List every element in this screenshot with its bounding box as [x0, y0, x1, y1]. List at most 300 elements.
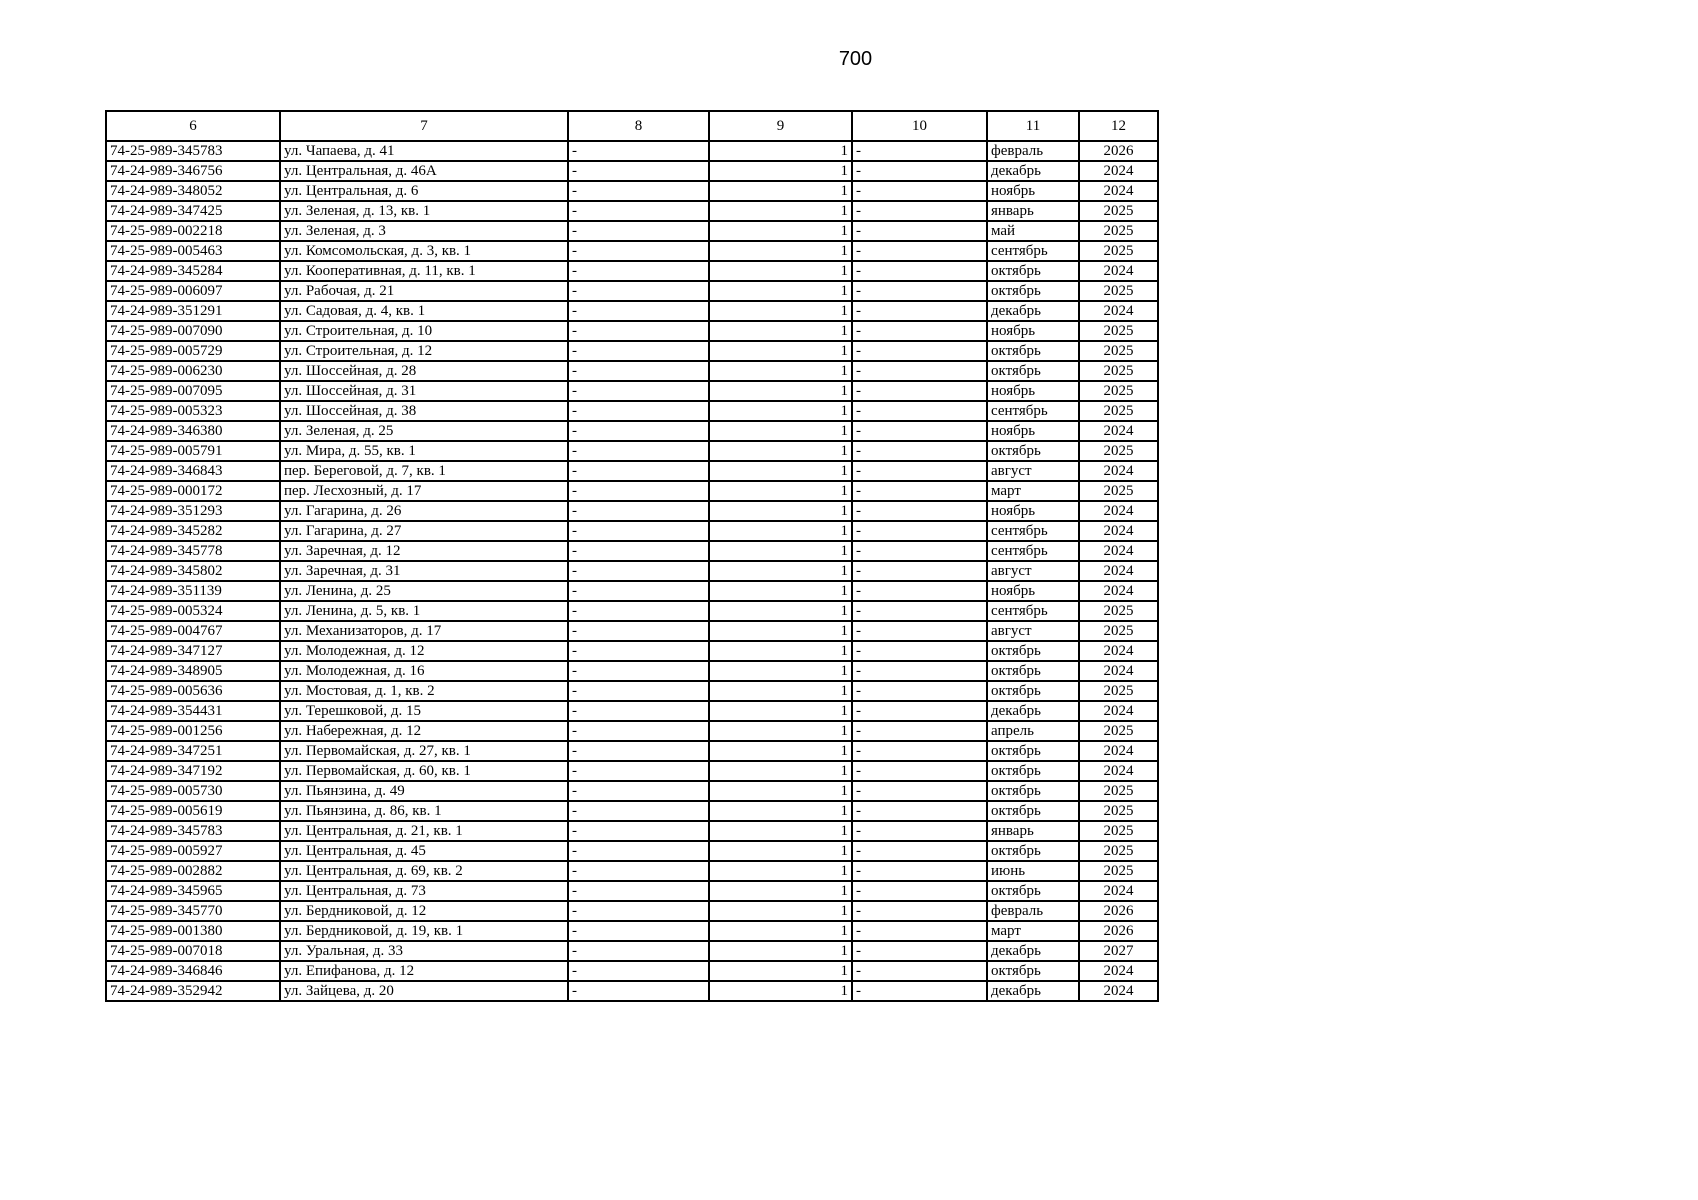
month-cell: октябрь: [987, 261, 1079, 281]
cadastral-number-cell: 74-24-989-347251: [106, 741, 280, 761]
month-cell: октябрь: [987, 801, 1079, 821]
col-9-value-cell: 1: [709, 201, 852, 221]
table-row: [106, 581, 1158, 601]
table-row: [106, 621, 1158, 641]
cadastral-number-cell: 74-24-989-352942: [106, 981, 280, 1001]
month-cell: апрель: [987, 721, 1079, 741]
cadastral-number-cell: 74-25-989-007095: [106, 381, 280, 401]
col-10-value-cell: -: [852, 341, 987, 361]
col-9-value-cell: 1: [709, 481, 852, 501]
month-cell: декабрь: [987, 301, 1079, 321]
col-8-value-cell: -: [568, 381, 709, 401]
cadastral-number-cell: 74-24-989-345783: [106, 821, 280, 841]
year-cell: 2025: [1079, 321, 1158, 341]
month-cell: январь: [987, 201, 1079, 221]
table-row: [106, 821, 1158, 841]
col-9-value-cell: 1: [709, 681, 852, 701]
table-row: [106, 861, 1158, 881]
table-row: [106, 161, 1158, 181]
table-header: [106, 111, 1158, 141]
col-10-value-cell: -: [852, 781, 987, 801]
address-cell: ул. Садовая, д. 4, кв. 1: [280, 301, 568, 321]
col-10-value-cell: -: [852, 861, 987, 881]
col-8-value-cell: -: [568, 621, 709, 641]
col-8-value-cell: -: [568, 861, 709, 881]
col-10-value-cell: -: [852, 241, 987, 261]
col-10-value-cell: -: [852, 561, 987, 581]
col-10-value-cell: -: [852, 661, 987, 681]
col-10-value-cell: -: [852, 181, 987, 201]
cadastral-number-cell: 74-24-989-345284: [106, 261, 280, 281]
table-row: [106, 781, 1158, 801]
month-cell: август: [987, 621, 1079, 641]
table-row: [106, 461, 1158, 481]
col-8-value-cell: -: [568, 241, 709, 261]
year-cell: 2025: [1079, 801, 1158, 821]
col-8-value-cell: -: [568, 201, 709, 221]
year-cell: 2025: [1079, 361, 1158, 381]
table-row: [106, 701, 1158, 721]
address-cell: ул. Ленина, д. 5, кв. 1: [280, 601, 568, 621]
cadastral-number-cell: 74-24-989-346846: [106, 961, 280, 981]
table-row: [106, 481, 1158, 501]
table-row: [106, 281, 1158, 301]
year-cell: 2024: [1079, 521, 1158, 541]
month-cell: октябрь: [987, 361, 1079, 381]
col-10-value-cell: -: [852, 281, 987, 301]
year-cell: 2025: [1079, 861, 1158, 881]
month-cell: октябрь: [987, 441, 1079, 461]
col-8-value-cell: -: [568, 881, 709, 901]
col-10-value-cell: -: [852, 421, 987, 441]
month-cell: октябрь: [987, 341, 1079, 361]
address-cell: ул. Комсомольская, д. 3, кв. 1: [280, 241, 568, 261]
col-9-value-cell: 1: [709, 781, 852, 801]
month-cell: ноябрь: [987, 581, 1079, 601]
col-8-value-cell: -: [568, 161, 709, 181]
cadastral-number-cell: 74-24-989-347425: [106, 201, 280, 221]
cadastral-number-cell: 74-25-989-004767: [106, 621, 280, 641]
address-cell: ул. Гагарина, д. 26: [280, 501, 568, 521]
month-cell: ноябрь: [987, 501, 1079, 521]
col-10-value-cell: -: [852, 401, 987, 421]
table-row: [106, 501, 1158, 521]
year-cell: 2025: [1079, 401, 1158, 421]
month-cell: март: [987, 481, 1079, 501]
month-cell: ноябрь: [987, 321, 1079, 341]
col-9-value-cell: 1: [709, 401, 852, 421]
cadastral-number-cell: 74-24-989-346756: [106, 161, 280, 181]
month-cell: октябрь: [987, 841, 1079, 861]
table-row: [106, 321, 1158, 341]
address-cell: ул. Мира, д. 55, кв. 1: [280, 441, 568, 461]
month-cell: декабрь: [987, 941, 1079, 961]
table-row: [106, 261, 1158, 281]
col-9-value-cell: 1: [709, 521, 852, 541]
col-10-value-cell: -: [852, 461, 987, 481]
address-cell: ул. Центральная, д. 21, кв. 1: [280, 821, 568, 841]
address-cell: ул. Центральная, д. 6: [280, 181, 568, 201]
col-10-value-cell: -: [852, 981, 987, 1001]
col-10-value-cell: -: [852, 161, 987, 181]
year-cell: 2027: [1079, 941, 1158, 961]
col-10-value-cell: -: [852, 201, 987, 221]
cadastral-number-cell: 74-24-989-345965: [106, 881, 280, 901]
col-8-value-cell: -: [568, 641, 709, 661]
col-9-value-cell: 1: [709, 901, 852, 921]
col-9-value-cell: 1: [709, 821, 852, 841]
table-row: [106, 981, 1158, 1001]
year-cell: 2024: [1079, 461, 1158, 481]
col-10-value-cell: -: [852, 441, 987, 461]
col-9-value-cell: 1: [709, 961, 852, 981]
col-10-value-cell: -: [852, 501, 987, 521]
cadastral-number-cell: 74-25-989-007018: [106, 941, 280, 961]
col-9-value-cell: 1: [709, 581, 852, 601]
col-8-value-cell: -: [568, 221, 709, 241]
col-9-value-cell: 1: [709, 421, 852, 441]
col-10-value-cell: -: [852, 901, 987, 921]
col-9-value-cell: 1: [709, 341, 852, 361]
col-10-value-cell: -: [852, 601, 987, 621]
address-cell: ул. Шоссейная, д. 28: [280, 361, 568, 381]
col-9-value-cell: 1: [709, 701, 852, 721]
col-8-value-cell: -: [568, 321, 709, 341]
col-9-value-cell: 1: [709, 841, 852, 861]
col-9-value-cell: 1: [709, 981, 852, 1001]
col-8-value-cell: -: [568, 721, 709, 741]
col-10-value-cell: -: [852, 581, 987, 601]
col-9-value-cell: 1: [709, 741, 852, 761]
col-8-value-cell: -: [568, 361, 709, 381]
cadastral-number-cell: 74-24-989-347127: [106, 641, 280, 661]
address-cell: ул. Первомайская, д. 27, кв. 1: [280, 741, 568, 761]
year-cell: 2024: [1079, 261, 1158, 281]
cadastral-number-cell: 74-25-989-002218: [106, 221, 280, 241]
year-cell: 2025: [1079, 221, 1158, 241]
column-header-8: 8: [568, 111, 709, 141]
address-cell: ул. Чапаева, д. 41: [280, 141, 568, 161]
month-cell: февраль: [987, 141, 1079, 161]
table-body: [106, 141, 1158, 1001]
month-cell: ноябрь: [987, 421, 1079, 441]
month-cell: сентябрь: [987, 401, 1079, 421]
address-cell: ул. Строительная, д. 12: [280, 341, 568, 361]
col-10-value-cell: -: [852, 941, 987, 961]
col-10-value-cell: -: [852, 801, 987, 821]
address-cell: ул. Строительная, д. 10: [280, 321, 568, 341]
table-row: [106, 761, 1158, 781]
col-10-value-cell: -: [852, 301, 987, 321]
col-10-value-cell: -: [852, 221, 987, 241]
year-cell: 2024: [1079, 741, 1158, 761]
col-9-value-cell: 1: [709, 241, 852, 261]
col-10-value-cell: -: [852, 361, 987, 381]
table-row: [106, 561, 1158, 581]
year-cell: 2024: [1079, 981, 1158, 1001]
month-cell: декабрь: [987, 161, 1079, 181]
year-cell: 2025: [1079, 781, 1158, 801]
col-10-value-cell: -: [852, 541, 987, 561]
col-10-value-cell: -: [852, 821, 987, 841]
cadastral-number-cell: 74-24-989-348905: [106, 661, 280, 681]
cadastral-number-cell: 74-25-989-005636: [106, 681, 280, 701]
year-cell: 2025: [1079, 281, 1158, 301]
table-row: [106, 681, 1158, 701]
table-row: [106, 601, 1158, 621]
year-cell: 2025: [1079, 821, 1158, 841]
col-9-value-cell: 1: [709, 221, 852, 241]
address-cell: ул. Рабочая, д. 21: [280, 281, 568, 301]
table-row: [106, 361, 1158, 381]
col-8-value-cell: -: [568, 441, 709, 461]
address-cell: ул. Мостовая, д. 1, кв. 2: [280, 681, 568, 701]
year-cell: 2024: [1079, 501, 1158, 521]
year-cell: 2025: [1079, 441, 1158, 461]
cadastral-number-cell: 74-25-989-001380: [106, 921, 280, 941]
year-cell: 2024: [1079, 541, 1158, 561]
address-cell: ул. Ленина, д. 25: [280, 581, 568, 601]
cadastral-number-cell: 74-25-989-002882: [106, 861, 280, 881]
table-row: [106, 961, 1158, 981]
month-cell: октябрь: [987, 761, 1079, 781]
col-8-value-cell: -: [568, 761, 709, 781]
col-10-value-cell: -: [852, 881, 987, 901]
table-row: [106, 841, 1158, 861]
col-9-value-cell: 1: [709, 721, 852, 741]
table-row: [106, 801, 1158, 821]
year-cell: 2024: [1079, 881, 1158, 901]
col-8-value-cell: -: [568, 921, 709, 941]
cadastral-number-cell: 74-25-989-005323: [106, 401, 280, 421]
col-9-value-cell: 1: [709, 561, 852, 581]
address-cell: ул. Центральная, д. 45: [280, 841, 568, 861]
col-10-value-cell: -: [852, 381, 987, 401]
col-8-value-cell: -: [568, 141, 709, 161]
table-row: [106, 901, 1158, 921]
table-row: [106, 721, 1158, 741]
col-8-value-cell: -: [568, 501, 709, 521]
register-table: [105, 110, 1159, 1002]
col-10-value-cell: -: [852, 641, 987, 661]
col-8-value-cell: -: [568, 341, 709, 361]
col-8-value-cell: -: [568, 961, 709, 981]
col-9-value-cell: 1: [709, 541, 852, 561]
col-8-value-cell: -: [568, 181, 709, 201]
address-cell: ул. Зайцева, д. 20: [280, 981, 568, 1001]
cadastral-number-cell: 74-24-989-345282: [106, 521, 280, 541]
col-10-value-cell: -: [852, 521, 987, 541]
col-8-value-cell: -: [568, 301, 709, 321]
month-cell: ноябрь: [987, 181, 1079, 201]
table-row: [106, 921, 1158, 941]
table-row: [106, 141, 1158, 161]
address-cell: ул. Механизаторов, д. 17: [280, 621, 568, 641]
col-10-value-cell: -: [852, 681, 987, 701]
month-cell: август: [987, 461, 1079, 481]
cadastral-number-cell: 74-24-989-348052: [106, 181, 280, 201]
col-8-value-cell: -: [568, 681, 709, 701]
col-8-value-cell: -: [568, 701, 709, 721]
col-10-value-cell: -: [852, 741, 987, 761]
col-8-value-cell: -: [568, 541, 709, 561]
col-9-value-cell: 1: [709, 381, 852, 401]
col-10-value-cell: -: [852, 841, 987, 861]
col-10-value-cell: -: [852, 261, 987, 281]
month-cell: март: [987, 921, 1079, 941]
col-10-value-cell: -: [852, 321, 987, 341]
year-cell: 2025: [1079, 241, 1158, 261]
table-row: [106, 541, 1158, 561]
address-cell: ул. Молодежная, д. 12: [280, 641, 568, 661]
table-row: [106, 441, 1158, 461]
col-10-value-cell: -: [852, 921, 987, 941]
col-9-value-cell: 1: [709, 261, 852, 281]
address-cell: пер. Береговой, д. 7, кв. 1: [280, 461, 568, 481]
col-8-value-cell: -: [568, 901, 709, 921]
col-8-value-cell: -: [568, 421, 709, 441]
col-9-value-cell: 1: [709, 361, 852, 381]
month-cell: февраль: [987, 901, 1079, 921]
cadastral-number-cell: 74-24-989-345778: [106, 541, 280, 561]
cadastral-number-cell: 74-24-989-351139: [106, 581, 280, 601]
month-cell: сентябрь: [987, 241, 1079, 261]
cadastral-number-cell: 74-25-989-005730: [106, 781, 280, 801]
col-10-value-cell: -: [852, 961, 987, 981]
month-cell: август: [987, 561, 1079, 581]
col-8-value-cell: -: [568, 281, 709, 301]
year-cell: 2025: [1079, 621, 1158, 641]
month-cell: май: [987, 221, 1079, 241]
col-9-value-cell: 1: [709, 281, 852, 301]
address-cell: ул. Гагарина, д. 27: [280, 521, 568, 541]
col-9-value-cell: 1: [709, 801, 852, 821]
col-8-value-cell: -: [568, 261, 709, 281]
table-row: [106, 941, 1158, 961]
address-cell: ул. Зеленая, д. 13, кв. 1: [280, 201, 568, 221]
col-9-value-cell: 1: [709, 881, 852, 901]
col-8-value-cell: -: [568, 841, 709, 861]
address-cell: ул. Молодежная, д. 16: [280, 661, 568, 681]
col-8-value-cell: -: [568, 781, 709, 801]
table-row: [106, 381, 1158, 401]
col-10-value-cell: -: [852, 721, 987, 741]
col-8-value-cell: -: [568, 821, 709, 841]
table-row: [106, 201, 1158, 221]
column-header-9: 9: [709, 111, 852, 141]
col-9-value-cell: 1: [709, 861, 852, 881]
address-cell: ул. Пьянзина, д. 86, кв. 1: [280, 801, 568, 821]
col-8-value-cell: -: [568, 581, 709, 601]
cadastral-number-cell: 74-24-989-351291: [106, 301, 280, 321]
cadastral-number-cell: 74-24-989-347192: [106, 761, 280, 781]
col-8-value-cell: -: [568, 461, 709, 481]
year-cell: 2024: [1079, 661, 1158, 681]
cadastral-number-cell: 74-25-989-005324: [106, 601, 280, 621]
page-number: 700: [838, 48, 873, 70]
month-cell: январь: [987, 821, 1079, 841]
address-cell: ул. Кооперативная, д. 11, кв. 1: [280, 261, 568, 281]
year-cell: 2024: [1079, 581, 1158, 601]
month-cell: октябрь: [987, 641, 1079, 661]
table-row: [106, 221, 1158, 241]
year-cell: 2025: [1079, 601, 1158, 621]
address-cell: ул. Центральная, д. 46А: [280, 161, 568, 181]
month-cell: октябрь: [987, 741, 1079, 761]
cadastral-number-cell: 74-24-989-346843: [106, 461, 280, 481]
col-9-value-cell: 1: [709, 921, 852, 941]
month-cell: сентябрь: [987, 541, 1079, 561]
month-cell: ноябрь: [987, 381, 1079, 401]
month-cell: октябрь: [987, 281, 1079, 301]
year-cell: 2025: [1079, 481, 1158, 501]
col-9-value-cell: 1: [709, 601, 852, 621]
col-9-value-cell: 1: [709, 941, 852, 961]
cadastral-number-cell: 74-25-989-005729: [106, 341, 280, 361]
address-cell: пер. Лесхозный, д. 17: [280, 481, 568, 501]
cadastral-number-cell: 74-25-989-005791: [106, 441, 280, 461]
cadastral-number-cell: 74-25-989-345770: [106, 901, 280, 921]
year-cell: 2024: [1079, 561, 1158, 581]
column-header-6: 6: [106, 111, 280, 141]
table-row: [106, 241, 1158, 261]
year-cell: 2025: [1079, 721, 1158, 741]
table-row: [106, 881, 1158, 901]
col-9-value-cell: 1: [709, 641, 852, 661]
col-8-value-cell: -: [568, 661, 709, 681]
cadastral-number-cell: 74-24-989-354431: [106, 701, 280, 721]
cadastral-number-cell: 74-25-989-007090: [106, 321, 280, 341]
year-cell: 2026: [1079, 141, 1158, 161]
col-9-value-cell: 1: [709, 321, 852, 341]
col-10-value-cell: -: [852, 701, 987, 721]
cadastral-number-cell: 74-24-989-346380: [106, 421, 280, 441]
table-row: [106, 181, 1158, 201]
address-cell: ул. Бердниковой, д. 19, кв. 1: [280, 921, 568, 941]
year-cell: 2025: [1079, 681, 1158, 701]
year-cell: 2025: [1079, 341, 1158, 361]
col-9-value-cell: 1: [709, 621, 852, 641]
col-8-value-cell: -: [568, 801, 709, 821]
cadastral-number-cell: 74-25-989-345783: [106, 141, 280, 161]
address-cell: ул. Шоссейная, д. 31: [280, 381, 568, 401]
address-cell: ул. Центральная, д. 73: [280, 881, 568, 901]
year-cell: 2026: [1079, 901, 1158, 921]
col-8-value-cell: -: [568, 481, 709, 501]
col-9-value-cell: 1: [709, 661, 852, 681]
cadastral-number-cell: 74-25-989-006230: [106, 361, 280, 381]
month-cell: июнь: [987, 861, 1079, 881]
year-cell: 2024: [1079, 701, 1158, 721]
year-cell: 2024: [1079, 761, 1158, 781]
year-cell: 2024: [1079, 421, 1158, 441]
year-cell: 2024: [1079, 641, 1158, 661]
cadastral-number-cell: 74-24-989-351293: [106, 501, 280, 521]
address-cell: ул. Уральная, д. 33: [280, 941, 568, 961]
column-header-10: 10: [852, 111, 987, 141]
month-cell: декабрь: [987, 981, 1079, 1001]
year-cell: 2025: [1079, 841, 1158, 861]
address-cell: ул. Заречная, д. 12: [280, 541, 568, 561]
col-8-value-cell: -: [568, 521, 709, 541]
month-cell: октябрь: [987, 781, 1079, 801]
month-cell: октябрь: [987, 961, 1079, 981]
column-header-7: 7: [280, 111, 568, 141]
col-10-value-cell: -: [852, 141, 987, 161]
address-cell: ул. Набережная, д. 12: [280, 721, 568, 741]
address-cell: ул. Шоссейная, д. 38: [280, 401, 568, 421]
col-10-value-cell: -: [852, 621, 987, 641]
